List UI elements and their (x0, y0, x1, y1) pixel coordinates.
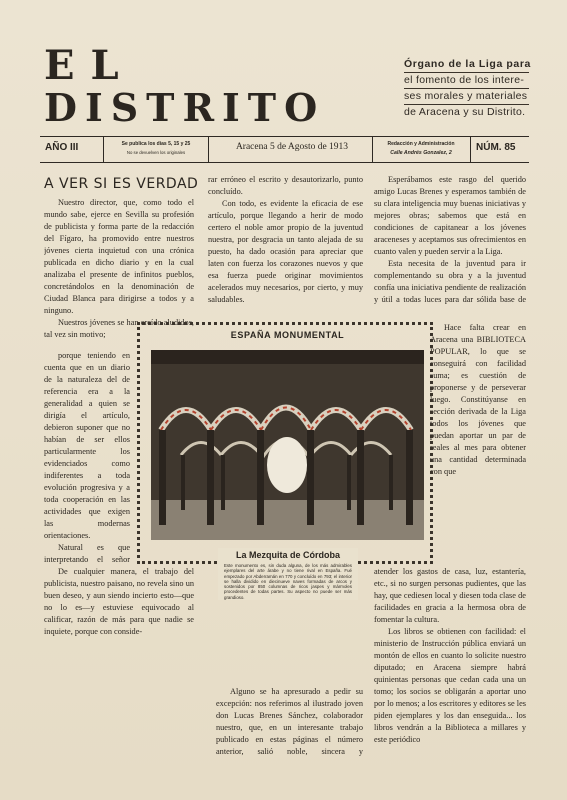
masthead-title-el: EL (44, 42, 135, 89)
subtitle-line-3: ses morales y materiales (404, 90, 528, 102)
column-1-bottom (44, 566, 194, 758)
divider (208, 137, 209, 162)
photo-header: ESPAÑA MONUMENTAL (230, 330, 345, 340)
paragraph: Esta necesita de la juventud para ir complementando su obra y a la juventud confía una iniciativa pendiente de realización y útil a todas luces para dar sólida base de (374, 259, 526, 304)
subtitle-rule (404, 72, 529, 73)
paragraph: Nuestro director, que, como todo el mundo sabe, ejerce en Sevilla su profesión de publicista y forma parte de la redacción del Fígaro, ha promovido entre nuestros jóvenes cierta inquietud con una crónica publicada en dicho diario y en la cual analizaba el presente de infinitos pueblos, concretándolos en la denominación de Ciudad Blanca para dirigirse a todos y a ninguno. (44, 198, 194, 315)
paragraph: Con todo, es evidente la eficacia de ese artículo, porque llegando a herir de modo certero el noble amor propio de la juventud nuestra, por desgracia un tanto alejada de su puesto, ha dado ocasión para apreciar que laten con fuerza los corazones nuevos y que esa fuerza puede originar movimientos acelerados muy necesarios, por cierto, y muy saludables. (208, 199, 363, 304)
article-heading: A VER SI ES VERDAD (44, 176, 199, 192)
subtitle-rule (404, 88, 529, 89)
paragraph: atender los gastos de casa, luz, estantería, etc., si no surgen personas pudientes, que las hay, que cediesen local y diesen toda clase de facilidades en gracia a la hermosa obra de fomentar la cultura. (374, 567, 526, 624)
column-2-bottom (216, 686, 363, 758)
paragraph: Esperábamos este rasgo del querido amigo Lucas Brenes y esperamos también de su clara inteligencia muy buenas iniciativas y mejores obras; sabemos que está en condiciones de capitanear a los jóvenes araceneses y aceptamos sus ofrecimientos en cuanto valen y pueden servir a la Liga. (374, 175, 526, 256)
office-title: Redacción y Administración (387, 141, 455, 147)
paragraph: Alguno se ha apresurado a pedir su excepción: nos referimos al ilustrado joven don Lucas Brenes Sánchez, colaborador nuestro, que, en un interesante trabajo publicado en estas páginas el número anterior, salió noble, sincera y (216, 687, 363, 756)
info-bar-top-rule (40, 136, 529, 137)
paragraph: De cualquier manera, el trabajo del publicista, nuestro paisano, no revela sino un buen deseo, y aun siendo incierto esto—que no lo es—y estuviese equivocado al calificar, razón de más para que nadie se inquiete, porque con conside- (44, 567, 194, 636)
column-3-bottom (374, 566, 526, 758)
photo-title: La Mezquita de Córdoba (235, 550, 340, 560)
paragraph: Hace falta crear en Aracena una BIBLIOTECA POPULAR, lo que se conseguirá con facilidad suma; es cuestión de proponerse y de perseverar luego. Constitúyanse en sección derivada de la Liga todos los jóvenes que puedan aportar un par de reales al mes para obtener una cantidad determinada con que (430, 323, 526, 476)
subtitle-line-1: Órgano de la Liga para (404, 58, 531, 70)
column-3-top (374, 174, 526, 307)
subtitle-rule (404, 104, 529, 105)
masthead-title-distrito: DISTRITO (44, 85, 326, 130)
issue-number: NÚM. 85 (476, 142, 516, 153)
subtitle-line-2: el fomento de los intere- (404, 74, 525, 86)
paragraph: Los libros se obtienen con facilidad: el ministerio de Instrucción pública enviará un montón de ellos en cuanto lo solicite nuestro diputado; en Aracena siempre habrá quinientas personas que cedan cada una un tomo; los socios se obligarán a aportar uno por lo menos; a los escritores y editores se les piden ejemplares y los dan enseguida... los libros vendrán a la Biblioteca a millares y este periódico (374, 627, 526, 744)
issue-year: AÑO III (45, 142, 79, 153)
dateline: Aracena 5 de Agosto de 1913 (235, 142, 349, 152)
publication-days: Se publica los dias 5, 15 y 25 (121, 141, 191, 147)
originals-note: No se devuelven los originales (126, 150, 186, 155)
mezquita-photo (151, 350, 424, 540)
paragraph: porque teniendo en cuenta que en un diario de la naturaleza del de referencia era a la generalidad a quien se dirigía el artículo, debieron suponer que no habían de ser ellos particularmente los evidenciados como indiferentes a toda evolución progresiva y a toda cooperación en las actividades que exigen las modernas orientaciones. (44, 351, 130, 540)
mezquita-illustration (151, 350, 424, 540)
office-address: Calle Andrés Gonzalez, 2 (390, 150, 452, 156)
paragraph: rar erróneo el escrito y desautorizarlo, punto concluído. (208, 175, 363, 196)
divider (103, 137, 104, 162)
paragraph: Nuestros jóvenes se han creído aludidos, tal vez sin motivo; (44, 318, 194, 339)
divider (470, 137, 471, 162)
column-2-top (208, 174, 363, 320)
photo-caption: Este monumento es, sin duda alguna, de los más admirables ejemplares del arte árabe y no tiene rival en España. Fué empezado por Abderramán en 770 y concluído en 793; el interior se halla dividido en diecinueve naves formadas de arcos y sostenidos por 850 columnas de ricos jaspes y mármoles procedentes de todas partes. Su aspecto no puede ser más grandioso. (224, 563, 352, 600)
column-1-wrap (44, 350, 130, 568)
divider (372, 137, 373, 162)
info-bar-bottom-rule (40, 162, 529, 163)
caption-box (218, 548, 358, 600)
column-3-wrap (430, 322, 526, 558)
paragraph: Natural es que interpretando el señor (44, 543, 130, 564)
subtitle-line-4: de Aracena y su Distrito. (404, 106, 526, 118)
